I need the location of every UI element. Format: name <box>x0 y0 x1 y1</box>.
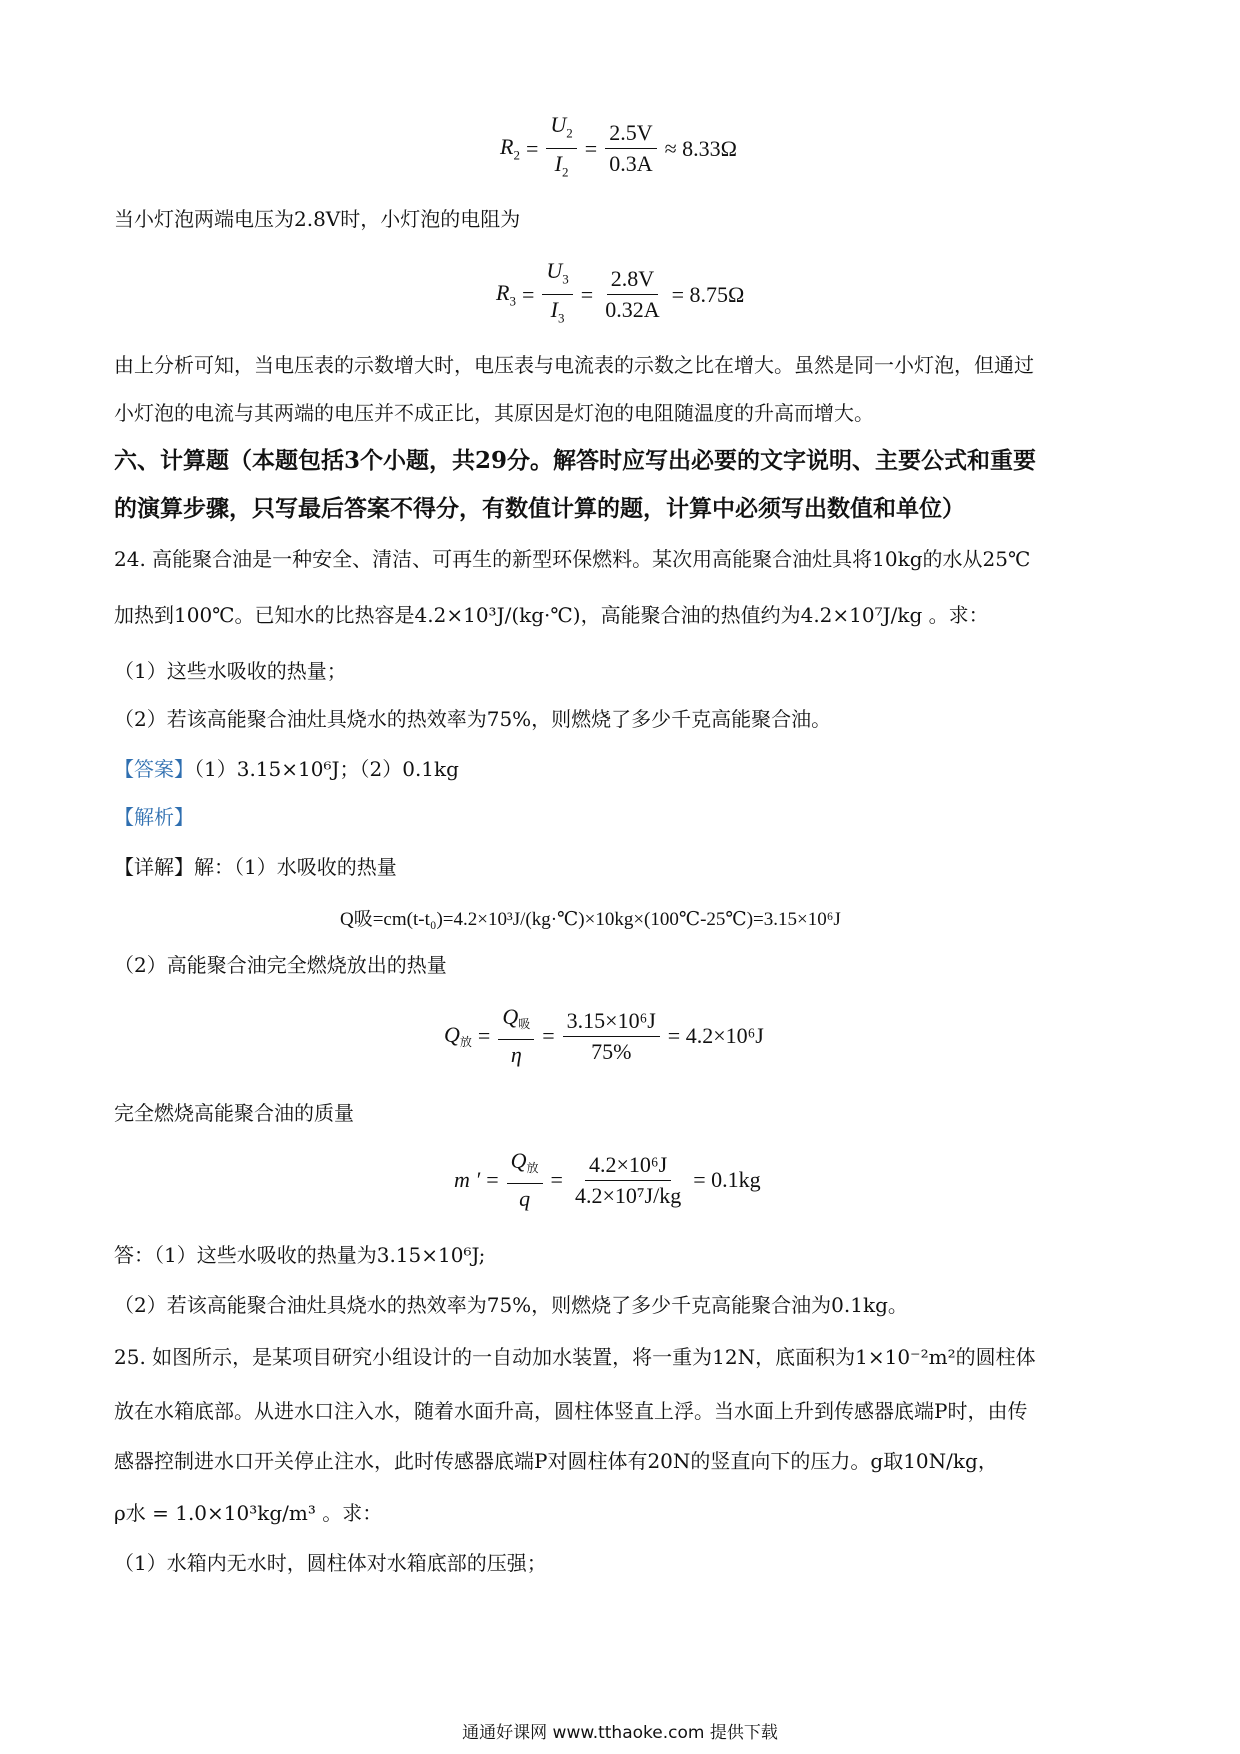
formula-mass: m ′ = $\frac{\text{Q放}}{q}$ = $\frac{\text{4.2×10⁶J}}{\text{4.2×10⁷J/kg}}$ = 0.1kg <box>454 1148 761 1211</box>
formula-q-release: Q放 = $\frac{\text{Q吸}}{\eta}$ = $\frac{\text{3.15×10⁶J}}{75\%}$ = 4.2×10⁶J <box>444 1004 764 1067</box>
answer-conclusion-line-2: （2）若该高能聚合油灶具烧水的热效率为75%，则燃烧了多少千克高能聚合油为0.1kg。 <box>114 1293 908 1317</box>
answer-text: （1）3.15×10⁶J；（2）0.1kg <box>194 757 459 781</box>
question-25-line-3: 感器控制进水口开关停止注水，此时传感器底端P对圆柱体有20N的竖直向下的压力。g取10N/kg， <box>114 1449 998 1473</box>
mass-intro: 完全燃烧高能聚合油的质量 <box>114 1101 354 1125</box>
analysis-line-2: 小灯泡的电流与其两端的电压并不成正比，其原因是灯泡的电阻随温度的升高而增大。 <box>114 401 874 425</box>
page-footer: 通通好课网 www.tthaoke.com 提供下载 <box>462 1723 778 1743</box>
question-24-line-2: 加热到100℃。已知水的比热容是4.2×10³J/(kg·℃)，高能聚合油的热值约为4.2×10⁷J/kg 。求： <box>114 603 989 627</box>
answer-line <box>114 756 1130 782</box>
question-25-part-1: （1）水箱内无水时，圆柱体对水箱底部的压强； <box>114 1551 547 1575</box>
detail-part-2: （2）高能聚合油完全燃烧放出的热量 <box>114 953 447 977</box>
detail-line: 【详解】解：（1）水吸收的热量 <box>114 855 397 879</box>
answer-label: 【答案】 <box>114 757 194 781</box>
question-25-line-1: 25. 如图所示，是某项目研究小组设计的一自动加水装置，将一重为12N，底面积为1×10⁻²m²的圆柱体 <box>114 1345 1036 1369</box>
section-heading-line-1: 六、计算题（本题包括3个小题，共29分。解答时应写出必要的文字说明、主要公式和重要 <box>114 447 1037 474</box>
question-24-line-1: 24. 高能聚合油是一种安全、清洁、可再生的新型环保燃料。某次用高能聚合油灶具将10kg的水从25℃ <box>114 547 1031 571</box>
analysis-line-1: 由上分析可知，当电压表的示数增大时，电压表与电流表的示数之比在增大。虽然是同一小灯泡，但通过 <box>114 353 1034 377</box>
formula-r3: $R_3$ = $\frac{U_3}{I_3}$ = $\frac{2.8V}{0.32A}$ = 8.75Ω <box>496 258 745 326</box>
formula-q-absorb: Q吸=cm(t-t₀)=4.2×10³J/(kg·℃)×10kg×(100℃-25℃)=3.15×10⁶J <box>340 909 841 930</box>
answer-conclusion-line-1: 答：（1）这些水吸收的热量为3.15×10⁶J; <box>114 1243 486 1267</box>
analysis-label: 【解析】 <box>114 805 194 829</box>
question-24-part-1: （1）这些水吸收的热量； <box>114 659 347 683</box>
question-25-line-2: 放在水箱底部。从进水口注入水，随着水面升高，圆柱体竖直上浮。当水面上升到传感器底端P时，由传 <box>114 1399 1028 1423</box>
section-heading-line-2: 的演算步骤，只写最后答案不得分，有数值计算的题，计算中必须写出数值和单位） <box>114 495 965 522</box>
question-24-part-2: （2）若该高能聚合油灶具烧水的热效率为75%，则燃烧了多少千克高能聚合油。 <box>114 707 832 731</box>
question-25-line-4: ρ水 = 1.0×10³kg/m³ 。求： <box>114 1501 383 1525</box>
formula-r2: $R_2$ = $\frac{U_2}{I_2}$ = $\frac{2.5V}{0.3A}$ ≈ 8.33Ω <box>500 112 738 180</box>
r3-intro: 当小灯泡两端电压为2.8V时，小灯泡的电阻为 <box>114 207 521 231</box>
